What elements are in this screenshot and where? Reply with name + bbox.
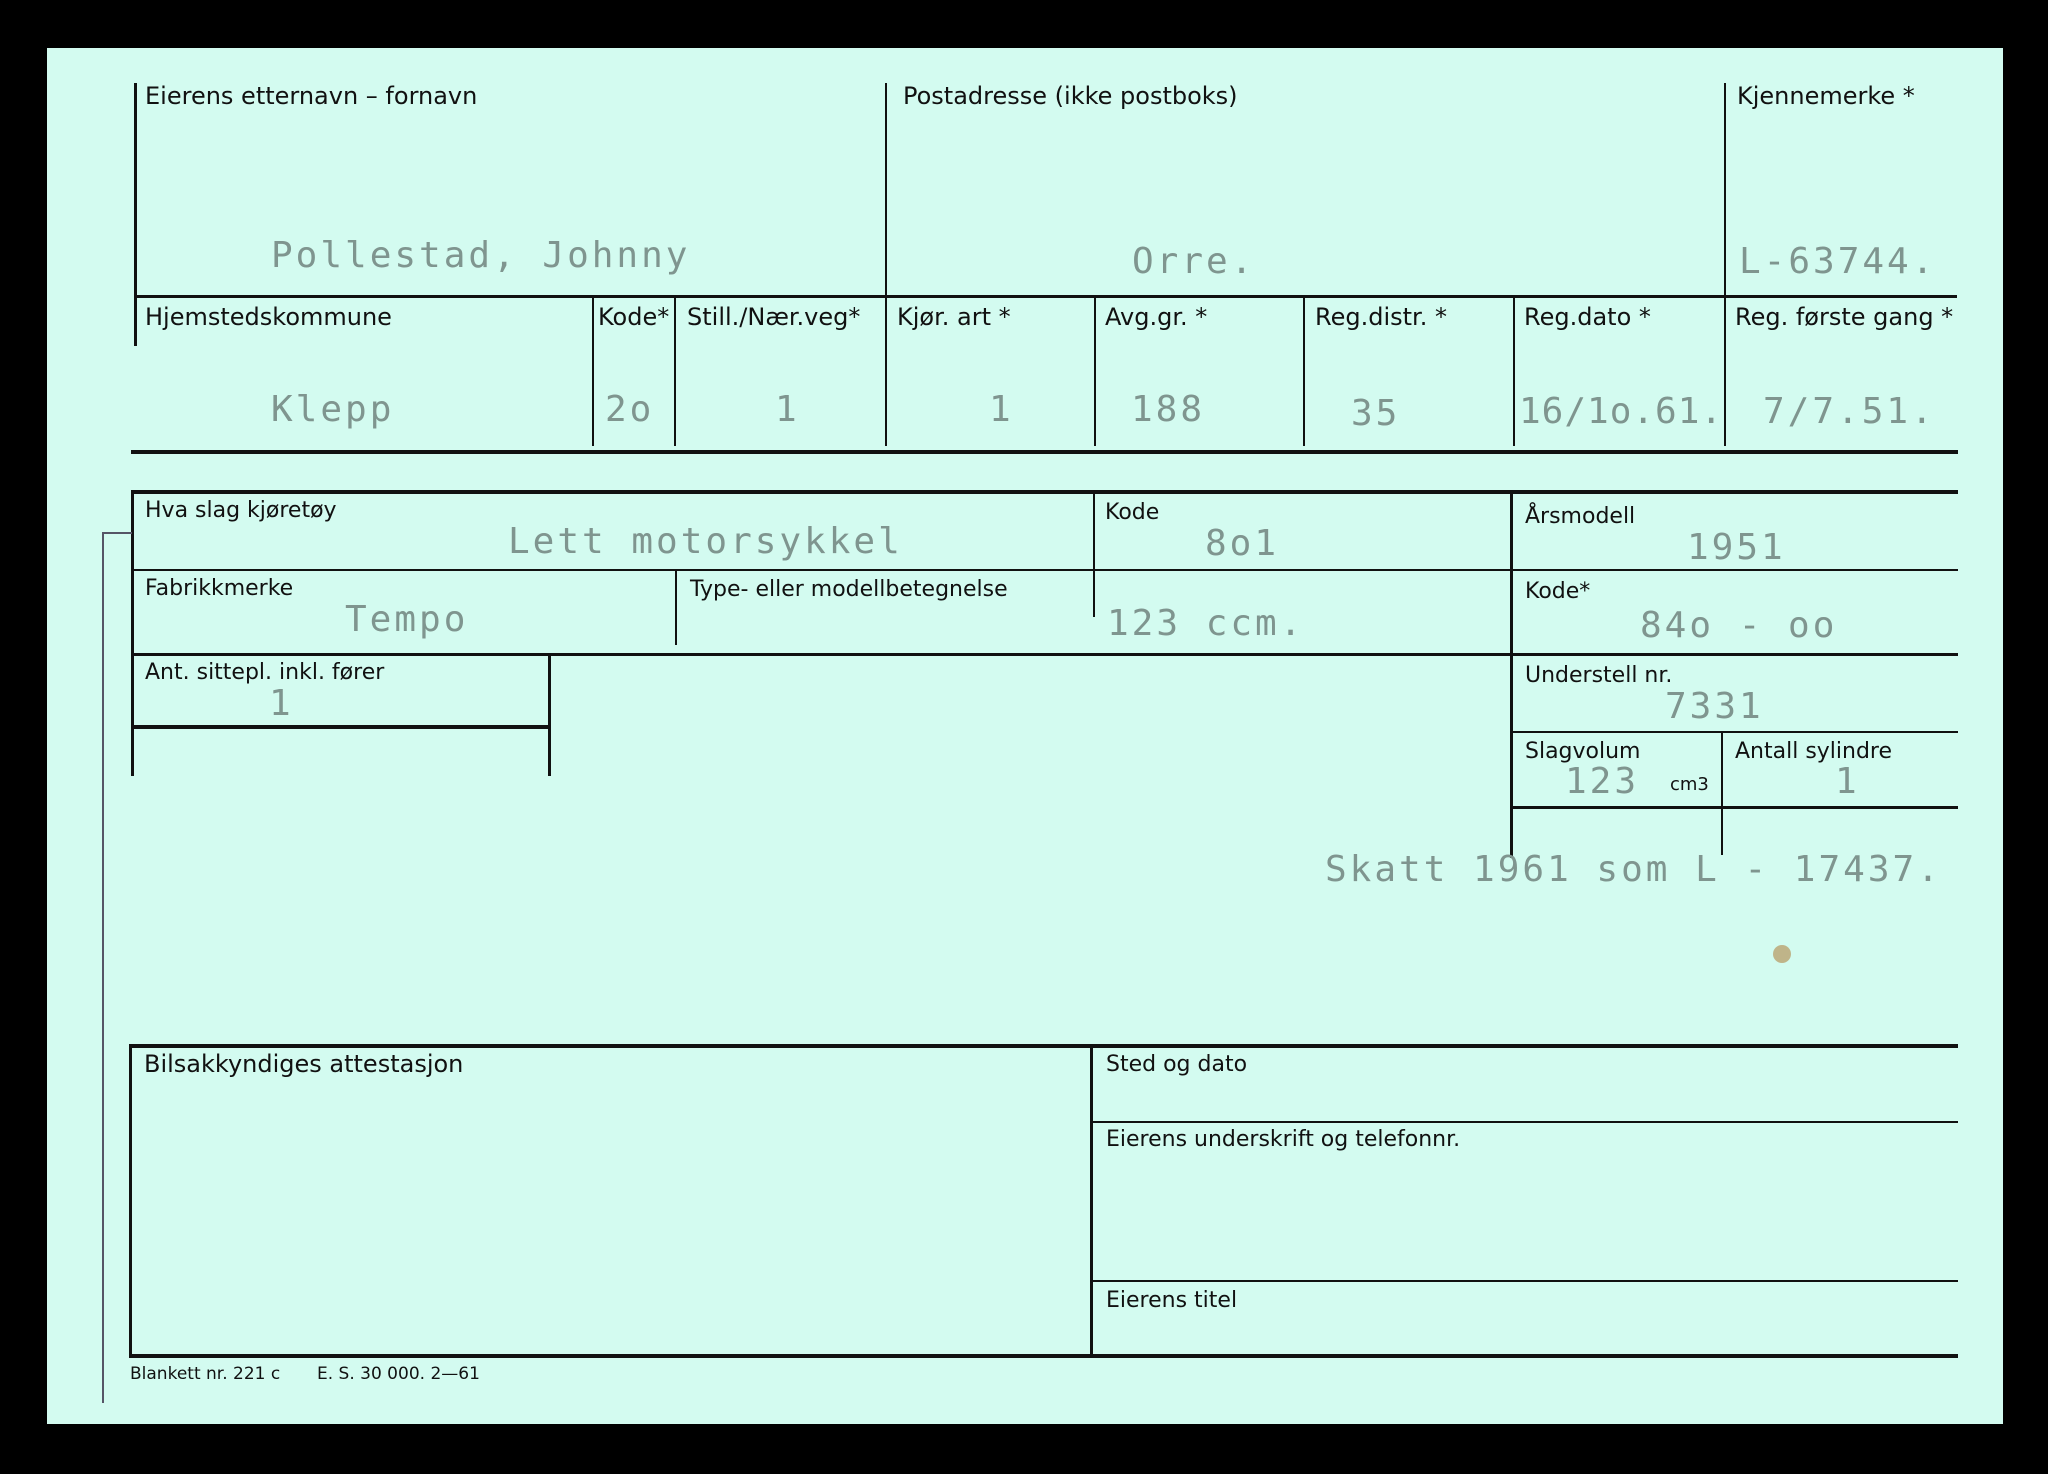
divider <box>1510 494 1513 858</box>
divider <box>1724 298 1726 446</box>
code-label: Kode* <box>598 303 670 331</box>
expert-attestation-label: Bilsakkyndiges attestasjon <box>144 1050 464 1078</box>
code-value: 2o <box>605 389 655 430</box>
divider <box>1721 733 1723 855</box>
drive-type-value: 1 <box>989 389 1014 430</box>
row-rule <box>1093 1121 1958 1123</box>
margin-rule <box>102 532 132 534</box>
registration-card <box>47 48 2003 1424</box>
make-code-label: Kode* <box>1525 579 1591 604</box>
margin-rule <box>102 533 104 1403</box>
reg-district-value: 35 <box>1351 393 1401 434</box>
make-value: Tempo <box>345 599 469 640</box>
divider <box>1513 298 1515 446</box>
model-year-value: 1951 <box>1687 527 1786 568</box>
make-code-value: 84o - oo <box>1640 605 1838 646</box>
section-rule <box>129 1044 1958 1048</box>
cylinders-value: 1 <box>1835 761 1860 802</box>
address-value: Orre. <box>1132 241 1256 282</box>
municipality-value: Klepp <box>271 389 395 430</box>
section-bottom-rule <box>129 1354 1958 1358</box>
row-rule <box>137 295 1957 298</box>
divider <box>1093 494 1095 617</box>
displacement-unit: cm3 <box>1670 774 1709 795</box>
municipality-label: Hjemstedskommune <box>145 303 392 331</box>
divider <box>1090 1048 1093 1354</box>
row-rule <box>1093 1280 1958 1282</box>
reg-date-label: Reg.dato * <box>1524 303 1651 331</box>
first-registration-label: Reg. første gang * <box>1735 303 1954 331</box>
form-number: Blankett nr. 221 c <box>130 1364 281 1384</box>
divider <box>675 571 677 645</box>
tax-note: Skatt 1961 som L - 17437. <box>1325 849 1942 890</box>
divider <box>674 298 676 446</box>
section-left-rule <box>129 1044 132 1354</box>
owner-title-label: Eierens titel <box>1106 1288 1238 1313</box>
model-type-label: Type- eller modellbetegnelse <box>690 577 1008 602</box>
divider <box>548 656 551 776</box>
row-rule <box>1510 806 1958 809</box>
address-label: Postadresse (ikke postboks) <box>903 82 1238 110</box>
owner-signature-label: Eierens underskrift og telefonnr. <box>1106 1127 1461 1152</box>
divider <box>592 298 594 446</box>
fee-group-value: 188 <box>1131 389 1206 430</box>
vehicle-kind-value: Lett motorsykkel <box>508 521 903 562</box>
section-rule <box>131 490 1958 494</box>
position-value: 1 <box>775 389 800 430</box>
row-rule <box>1513 731 1958 733</box>
kind-code-label: Kode <box>1105 500 1160 525</box>
row-rule <box>131 653 1958 656</box>
row-rule <box>1513 569 1958 571</box>
row-rule <box>131 725 551 729</box>
displacement-label: Slagvolum <box>1525 739 1641 764</box>
row-rule <box>131 450 1958 454</box>
chassis-value: 7331 <box>1665 686 1764 727</box>
seats-label: Ant. sittepl. inkl. fører <box>145 660 385 685</box>
reg-district-label: Reg.distr. * <box>1315 303 1447 331</box>
model-year-label: Årsmodell <box>1525 504 1636 529</box>
registration-mark-label: Kjennemerke * <box>1737 82 1915 110</box>
cylinders-label: Antall sylindre <box>1735 739 1893 764</box>
position-label: Still./Nær.veg* <box>687 303 861 331</box>
make-label: Fabrikkmerke <box>145 576 294 601</box>
divider <box>1303 298 1305 446</box>
place-date-label: Sted og dato <box>1106 1052 1248 1077</box>
kind-code-value: 8o1 <box>1205 523 1280 564</box>
left-rule <box>134 83 137 346</box>
divider <box>885 83 887 295</box>
registration-mark-value: L-63744. <box>1739 241 1937 282</box>
owner-name-label: Eierens etternavn – fornavn <box>145 82 478 110</box>
chassis-label: Understell nr. <box>1525 663 1673 688</box>
print-info: E. S. 30 000. 2—61 <box>317 1364 480 1384</box>
drive-type-label: Kjør. art * <box>897 303 1011 331</box>
vehicle-kind-label: Hva slag kjøretøy <box>145 498 337 523</box>
reg-date-value: 16/1o.61. <box>1519 391 1724 432</box>
divider <box>1094 298 1096 446</box>
first-registration-value: 7/7.51. <box>1763 391 1936 432</box>
fee-group-label: Avg.gr. * <box>1105 303 1208 331</box>
row-rule <box>134 569 1510 571</box>
owner-name-value: Pollestad, Johnny <box>271 235 691 276</box>
stain <box>1773 945 1791 963</box>
divider <box>1724 83 1726 295</box>
seats-value: 1 <box>269 683 294 724</box>
divider <box>885 298 887 446</box>
displacement-value: 123 <box>1565 761 1640 802</box>
model-type-value: 123 ccm. <box>1107 603 1305 644</box>
